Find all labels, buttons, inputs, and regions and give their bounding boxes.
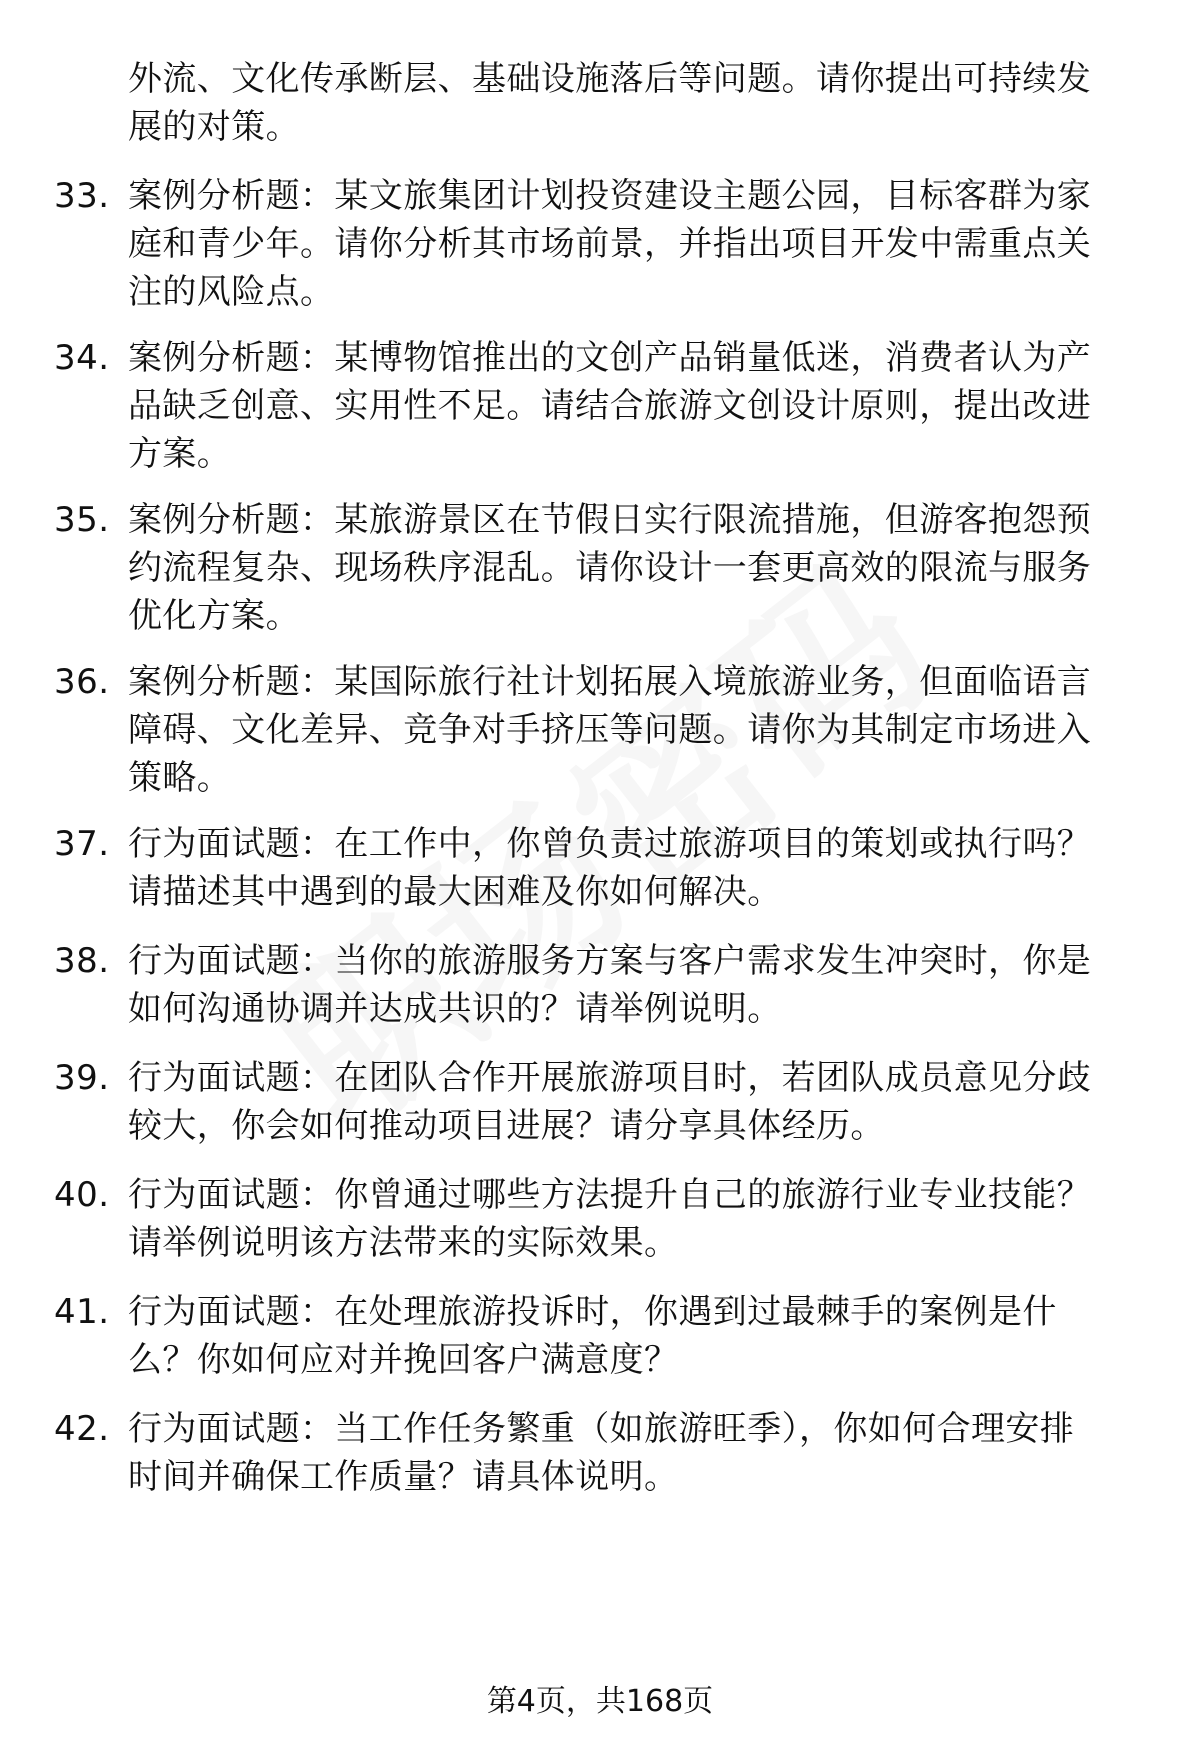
question-number: 41. (54, 1292, 110, 1332)
page-footer: 第4页，共168页 (486, 1684, 714, 1719)
question-text-line: 行为面试题：在工作中，你曾负责过旅游项目的策划或执行吗？ (128, 824, 1092, 864)
question-text-line: 品缺乏创意、实用性不足。请结合旅游文创设计原则，提出改进 (128, 386, 1092, 426)
question-text-line: 行为面试题：在团队合作开展旅游项目时，若团队成员意见分歧 (128, 1058, 1092, 1098)
question-text-line: 请举例说明该方法带来的实际效果。 (128, 1223, 679, 1263)
question-number: 36. (54, 662, 110, 702)
question-text-line: 展的对策。 (128, 107, 300, 147)
question-number: 42. (54, 1409, 110, 1449)
question-text-line: 注的风险点。 (128, 272, 335, 312)
question-number: 37. (54, 824, 110, 864)
question-number: 40. (54, 1175, 110, 1215)
question-text-line: 行为面试题：在处理旅游投诉时，你遇到过最棘手的案例是什 (128, 1292, 1057, 1332)
question-text-line: 外流、文化传承断层、基础设施落后等问题。请你提出可持续发 (128, 59, 1092, 99)
question-text-line: 请描述其中遇到的最大困难及你如何解决。 (128, 872, 782, 912)
question-number: 35. (54, 500, 110, 540)
question-text-line: 如何沟通协调并达成共识的？请举例说明。 (128, 989, 782, 1029)
question-text-line: 障碍、文化差异、竞争对手挤压等问题。请你为其制定市场进入 (128, 710, 1092, 750)
question-number: 34. (54, 338, 110, 378)
question-text-line: 行为面试题：当工作任务繁重（如旅游旺季），你如何合理安排 (128, 1409, 1075, 1449)
question-text-line: 方案。 (128, 434, 232, 474)
question-text-line: 约流程复杂、现场秩序混乱。请你设计一套更高效的限流与服务 (128, 548, 1092, 588)
question-text-line: 么？你如何应对并挽回客户满意度？ (128, 1340, 679, 1380)
question-text-line: 案例分析题：某文旅集团计划投资建设主题公园，目标客群为家 (128, 176, 1092, 216)
question-text-line: 庭和青少年。请你分析其市场前景，并指出项目开发中需重点关 (128, 224, 1092, 264)
question-number: 39. (54, 1058, 110, 1098)
question-number: 38. (54, 941, 110, 981)
question-text-line: 案例分析题：某旅游景区在节假日实行限流措施，但游客抱怨预 (128, 500, 1092, 540)
question-text-line: 优化方案。 (128, 596, 300, 636)
question-number: 33. (54, 176, 110, 216)
question-text-line: 时间并确保工作质量？请具体说明。 (128, 1457, 679, 1497)
question-text-line: 行为面试题：当你的旅游服务方案与客户需求发生冲突时，你是 (128, 941, 1092, 981)
question-text-line: 案例分析题：某国际旅行社计划拓展入境旅游业务，但面临语言 (128, 662, 1092, 702)
question-text-line: 较大，你会如何推动项目进展？请分享具体经历。 (128, 1106, 885, 1146)
question-text-line: 行为面试题：你曾通过哪些方法提升自己的旅游行业专业技能？ (128, 1175, 1092, 1215)
question-text-line: 策略。 (128, 758, 232, 798)
question-text-line: 案例分析题：某博物馆推出的文创产品销量低迷，消费者认为产 (128, 338, 1092, 378)
